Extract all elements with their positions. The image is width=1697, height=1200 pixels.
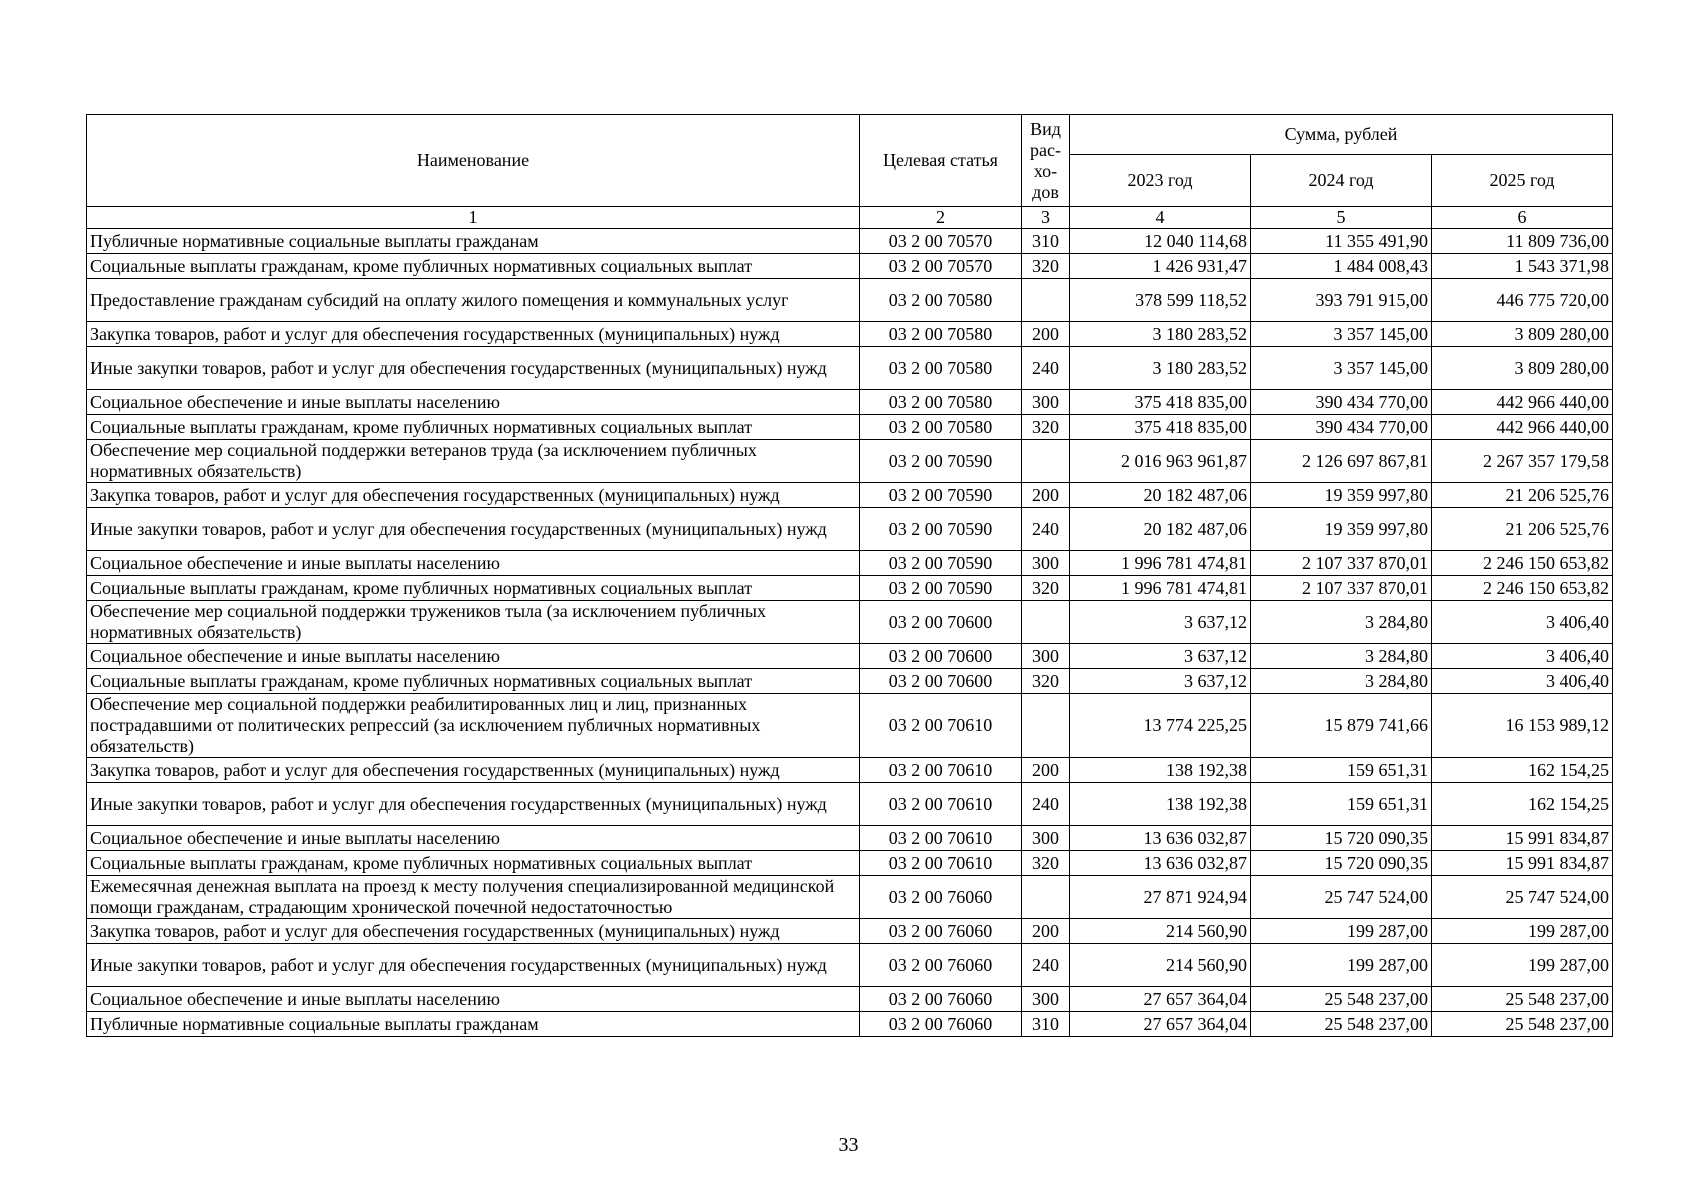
- amount-2024-cell: 25 548 237,00: [1251, 1012, 1432, 1037]
- amount-2023-cell: 138 192,38: [1070, 758, 1251, 783]
- expense-kind-cell: [1022, 440, 1070, 483]
- amount-2023-cell: 3 637,12: [1070, 601, 1251, 644]
- table-row: [87, 987, 1613, 1012]
- target-article-cell: 03 2 00 70610: [860, 758, 1022, 783]
- column-number: 4: [1070, 207, 1251, 229]
- row-name-cell: Социальные выплаты гражданам, кроме публичных нормативных социальных выплат: [87, 851, 860, 876]
- table-row: [87, 254, 1613, 279]
- column-number: 5: [1251, 207, 1432, 229]
- amount-2023-cell: 13 636 032,87: [1070, 826, 1251, 851]
- expense-kind-cell: 240: [1022, 944, 1070, 987]
- amount-2024-cell: 1 484 008,43: [1251, 254, 1432, 279]
- page-number: 33: [838, 1134, 859, 1156]
- amount-2023-cell: 3 180 283,52: [1070, 347, 1251, 390]
- expense-kind-cell: 200: [1022, 483, 1070, 508]
- target-article-cell: 03 2 00 70600: [860, 644, 1022, 669]
- target-article-cell: 03 2 00 70600: [860, 669, 1022, 694]
- table-row: [87, 758, 1613, 783]
- amount-2024-cell: 199 287,00: [1251, 944, 1432, 987]
- table-row: [87, 390, 1613, 415]
- amount-2023-cell: 20 182 487,06: [1070, 508, 1251, 551]
- amount-2023-cell: 27 871 924,94: [1070, 876, 1251, 919]
- row-name-cell: Социальные выплаты гражданам, кроме публичных нормативных социальных выплат: [87, 254, 860, 279]
- table-row: [87, 279, 1613, 322]
- amount-2025-cell: 25 548 237,00: [1432, 987, 1613, 1012]
- expense-kind-cell: 320: [1022, 851, 1070, 876]
- target-article-cell: 03 2 00 70610: [860, 851, 1022, 876]
- target-article-cell: 03 2 00 70570: [860, 254, 1022, 279]
- expense-kind-cell: 300: [1022, 390, 1070, 415]
- amount-2024-cell: 2 107 337 870,01: [1251, 551, 1432, 576]
- table-row: [87, 944, 1613, 987]
- amount-2025-cell: 16 153 989,12: [1432, 694, 1613, 758]
- expense-kind-cell: 200: [1022, 919, 1070, 944]
- row-name-cell: Предоставление гражданам субсидий на оплату жилого помещения и коммунальных услуг: [87, 279, 860, 322]
- row-name-cell: Иные закупки товаров, работ и услуг для обеспечения государственных (муниципальных) нужд: [87, 508, 860, 551]
- amount-2024-cell: 393 791 915,00: [1251, 279, 1432, 322]
- amount-2024-cell: 3 284,80: [1251, 644, 1432, 669]
- expense-kind-cell: [1022, 694, 1070, 758]
- amount-2023-cell: 3 637,12: [1070, 669, 1251, 694]
- expense-kind-cell: 300: [1022, 987, 1070, 1012]
- row-name-cell: Публичные нормативные социальные выплаты гражданам: [87, 1012, 860, 1037]
- expense-kind-cell: 240: [1022, 347, 1070, 390]
- target-article-cell: 03 2 00 70580: [860, 390, 1022, 415]
- target-article-cell: 03 2 00 76060: [860, 944, 1022, 987]
- table-row: [87, 229, 1613, 254]
- row-name-cell: Социальные выплаты гражданам, кроме публичных нормативных социальных выплат: [87, 576, 860, 601]
- column-number: 6: [1432, 207, 1613, 229]
- column-number: 1: [87, 207, 860, 229]
- amount-2023-cell: 12 040 114,68: [1070, 229, 1251, 254]
- amount-2025-cell: 3 406,40: [1432, 601, 1613, 644]
- row-name-cell: Ежемесячная денежная выплата на проезд к месту получения специализированной медицинской помощи гражданам, страдающим хронической почечной недостаточностью: [87, 876, 860, 919]
- row-name-cell: Социальное обеспечение и иные выплаты населению: [87, 826, 860, 851]
- target-article-cell: 03 2 00 70570: [860, 229, 1022, 254]
- target-article-cell: 03 2 00 76060: [860, 876, 1022, 919]
- amount-2023-cell: 3 637,12: [1070, 644, 1251, 669]
- amount-2023-cell: 214 560,90: [1070, 944, 1251, 987]
- amount-2025-cell: 11 809 736,00: [1432, 229, 1613, 254]
- amount-2024-cell: 15 720 090,35: [1251, 826, 1432, 851]
- target-article-cell: 03 2 00 76060: [860, 919, 1022, 944]
- row-name-cell: Закупка товаров, работ и услуг для обеспечения государственных (муниципальных) нужд: [87, 919, 860, 944]
- column-number: 3: [1022, 207, 1070, 229]
- amount-2023-cell: 378 599 118,52: [1070, 279, 1251, 322]
- expense-kind-cell: 320: [1022, 415, 1070, 440]
- expense-kind-cell: 200: [1022, 322, 1070, 347]
- amount-2025-cell: 2 246 150 653,82: [1432, 576, 1613, 601]
- amount-2025-cell: 25 548 237,00: [1432, 1012, 1613, 1037]
- amount-2024-cell: 390 434 770,00: [1251, 390, 1432, 415]
- amount-2025-cell: 199 287,00: [1432, 944, 1613, 987]
- amount-2024-cell: 3 357 145,00: [1251, 347, 1432, 390]
- amount-2024-cell: 390 434 770,00: [1251, 415, 1432, 440]
- amount-2025-cell: 15 991 834,87: [1432, 851, 1613, 876]
- amount-2023-cell: 27 657 364,04: [1070, 1012, 1251, 1037]
- table-row: [87, 483, 1613, 508]
- document-page: [86, 114, 1612, 1037]
- amount-2024-cell: 25 548 237,00: [1251, 987, 1432, 1012]
- header-sum: Сумма, рублей: [1070, 115, 1613, 155]
- row-name-cell: Закупка товаров, работ и услуг для обеспечения государственных (муниципальных) нужд: [87, 758, 860, 783]
- amount-2024-cell: 3 284,80: [1251, 601, 1432, 644]
- amount-2023-cell: 375 418 835,00: [1070, 390, 1251, 415]
- row-name-cell: Закупка товаров, работ и услуг для обеспечения государственных (муниципальных) нужд: [87, 322, 860, 347]
- amount-2025-cell: 2 267 357 179,58: [1432, 440, 1613, 483]
- expense-kind-cell: [1022, 279, 1070, 322]
- target-article-cell: 03 2 00 76060: [860, 1012, 1022, 1037]
- row-name-cell: Обеспечение мер социальной поддержки ветеранов труда (за исключением публичных нормативных обязательств): [87, 440, 860, 483]
- amount-2024-cell: 2 107 337 870,01: [1251, 576, 1432, 601]
- amount-2023-cell: 375 418 835,00: [1070, 415, 1251, 440]
- amount-2023-cell: 27 657 364,04: [1070, 987, 1251, 1012]
- amount-2025-cell: 162 154,25: [1432, 758, 1613, 783]
- expense-kind-cell: 320: [1022, 669, 1070, 694]
- expense-kind-cell: [1022, 876, 1070, 919]
- target-article-cell: 03 2 00 70590: [860, 440, 1022, 483]
- amount-2024-cell: 199 287,00: [1251, 919, 1432, 944]
- header-name: Наименование: [87, 115, 860, 207]
- amount-2024-cell: 15 720 090,35: [1251, 851, 1432, 876]
- budget-table: [86, 114, 1613, 1037]
- expense-kind-cell: 300: [1022, 826, 1070, 851]
- table-row: [87, 508, 1613, 551]
- amount-2023-cell: 214 560,90: [1070, 919, 1251, 944]
- row-name-cell: Закупка товаров, работ и услуг для обеспечения государственных (муниципальных) нужд: [87, 483, 860, 508]
- amount-2024-cell: 19 359 997,80: [1251, 483, 1432, 508]
- table-row: [87, 644, 1613, 669]
- amount-2025-cell: 3 809 280,00: [1432, 347, 1613, 390]
- amount-2025-cell: 199 287,00: [1432, 919, 1613, 944]
- row-name-cell: Социальное обеспечение и иные выплаты населению: [87, 644, 860, 669]
- amount-2024-cell: 2 126 697 867,81: [1251, 440, 1432, 483]
- amount-2024-cell: 25 747 524,00: [1251, 876, 1432, 919]
- target-article-cell: 03 2 00 70610: [860, 694, 1022, 758]
- amount-2025-cell: 442 966 440,00: [1432, 390, 1613, 415]
- expense-kind-cell: 320: [1022, 254, 1070, 279]
- target-article-cell: 03 2 00 70590: [860, 576, 1022, 601]
- table-row: [87, 783, 1613, 826]
- row-name-cell: Социальное обеспечение и иные выплаты населению: [87, 551, 860, 576]
- table-row: [87, 322, 1613, 347]
- target-article-cell: 03 2 00 70590: [860, 483, 1022, 508]
- table-row: [87, 601, 1613, 644]
- target-article-cell: 03 2 00 70610: [860, 783, 1022, 826]
- amount-2023-cell: 1 996 781 474,81: [1070, 551, 1251, 576]
- table-row: [87, 440, 1613, 483]
- header-expense-kind: Вид рас- хо- дов: [1022, 115, 1070, 207]
- amount-2023-cell: 13 636 032,87: [1070, 851, 1251, 876]
- amount-2025-cell: 1 543 371,98: [1432, 254, 1613, 279]
- table-row: [87, 576, 1613, 601]
- expense-kind-cell: 310: [1022, 1012, 1070, 1037]
- expense-kind-cell: 300: [1022, 644, 1070, 669]
- table-row: [87, 1012, 1613, 1037]
- target-article-cell: 03 2 00 70600: [860, 601, 1022, 644]
- amount-2025-cell: 15 991 834,87: [1432, 826, 1613, 851]
- target-article-cell: 03 2 00 70610: [860, 826, 1022, 851]
- row-name-cell: Иные закупки товаров, работ и услуг для обеспечения государственных (муниципальных) нужд: [87, 783, 860, 826]
- expense-kind-cell: 310: [1022, 229, 1070, 254]
- target-article-cell: 03 2 00 70580: [860, 322, 1022, 347]
- amount-2024-cell: 19 359 997,80: [1251, 508, 1432, 551]
- row-name-cell: Иные закупки товаров, работ и услуг для обеспечения государственных (муниципальных) нужд: [87, 347, 860, 390]
- amount-2025-cell: 3 809 280,00: [1432, 322, 1613, 347]
- target-article-cell: 03 2 00 70590: [860, 508, 1022, 551]
- table-body: [87, 229, 1613, 1037]
- row-name-cell: Иные закупки товаров, работ и услуг для обеспечения государственных (муниципальных) нужд: [87, 944, 860, 987]
- amount-2025-cell: 2 246 150 653,82: [1432, 551, 1613, 576]
- amount-2025-cell: 442 966 440,00: [1432, 415, 1613, 440]
- table-row: [87, 851, 1613, 876]
- expense-kind-cell: 320: [1022, 576, 1070, 601]
- header-year-2024: 2024 год: [1251, 155, 1432, 207]
- amount-2024-cell: 15 879 741,66: [1251, 694, 1432, 758]
- amount-2025-cell: 21 206 525,76: [1432, 508, 1613, 551]
- amount-2025-cell: 3 406,40: [1432, 644, 1613, 669]
- row-name-cell: Социальное обеспечение и иные выплаты населению: [87, 987, 860, 1012]
- amount-2024-cell: 11 355 491,90: [1251, 229, 1432, 254]
- target-article-cell: 03 2 00 76060: [860, 987, 1022, 1012]
- expense-kind-cell: 300: [1022, 551, 1070, 576]
- amount-2025-cell: 3 406,40: [1432, 669, 1613, 694]
- amount-2024-cell: 159 651,31: [1251, 758, 1432, 783]
- expense-kind-cell: [1022, 601, 1070, 644]
- amount-2023-cell: 3 180 283,52: [1070, 322, 1251, 347]
- target-article-cell: 03 2 00 70580: [860, 279, 1022, 322]
- amount-2025-cell: 162 154,25: [1432, 783, 1613, 826]
- table-row: [87, 826, 1613, 851]
- expense-kind-cell: 240: [1022, 783, 1070, 826]
- expense-kind-cell: 200: [1022, 758, 1070, 783]
- amount-2023-cell: 1 996 781 474,81: [1070, 576, 1251, 601]
- target-article-cell: 03 2 00 70590: [860, 551, 1022, 576]
- amount-2023-cell: 138 192,38: [1070, 783, 1251, 826]
- amount-2024-cell: 3 284,80: [1251, 669, 1432, 694]
- amount-2025-cell: 446 775 720,00: [1432, 279, 1613, 322]
- row-name-cell: Публичные нормативные социальные выплаты гражданам: [87, 229, 860, 254]
- table-row: [87, 669, 1613, 694]
- amount-2025-cell: 21 206 525,76: [1432, 483, 1613, 508]
- table-row: [87, 694, 1613, 758]
- amount-2023-cell: 2 016 963 961,87: [1070, 440, 1251, 483]
- target-article-cell: 03 2 00 70580: [860, 415, 1022, 440]
- amount-2024-cell: 159 651,31: [1251, 783, 1432, 826]
- column-number: 2: [860, 207, 1022, 229]
- table-row: [87, 415, 1613, 440]
- row-name-cell: Обеспечение мер социальной поддержки тружеников тыла (за исключением публичных нормативных обязательств): [87, 601, 860, 644]
- header-year-2023: 2023 год: [1070, 155, 1251, 207]
- amount-2025-cell: 25 747 524,00: [1432, 876, 1613, 919]
- row-name-cell: Социальные выплаты гражданам, кроме публичных нормативных социальных выплат: [87, 415, 860, 440]
- amount-2023-cell: 1 426 931,47: [1070, 254, 1251, 279]
- target-article-cell: 03 2 00 70580: [860, 347, 1022, 390]
- amount-2024-cell: 3 357 145,00: [1251, 322, 1432, 347]
- table-row: [87, 876, 1613, 919]
- amount-2023-cell: 20 182 487,06: [1070, 483, 1251, 508]
- table-row: [87, 551, 1613, 576]
- row-name-cell: Социальное обеспечение и иные выплаты населению: [87, 390, 860, 415]
- header-target-article: Целевая статья: [860, 115, 1022, 207]
- row-name-cell: Обеспечение мер социальной поддержки реабилитированных лиц и лиц, признанных пострадавшими от политических репрессий (за исключением публичных нормативных обязательств): [87, 694, 860, 758]
- amount-2023-cell: 13 774 225,25: [1070, 694, 1251, 758]
- table-row: [87, 347, 1613, 390]
- expense-kind-cell: 240: [1022, 508, 1070, 551]
- table-row: [87, 919, 1613, 944]
- row-name-cell: Социальные выплаты гражданам, кроме публичных нормативных социальных выплат: [87, 669, 860, 694]
- header-year-2025: 2025 год: [1432, 155, 1613, 207]
